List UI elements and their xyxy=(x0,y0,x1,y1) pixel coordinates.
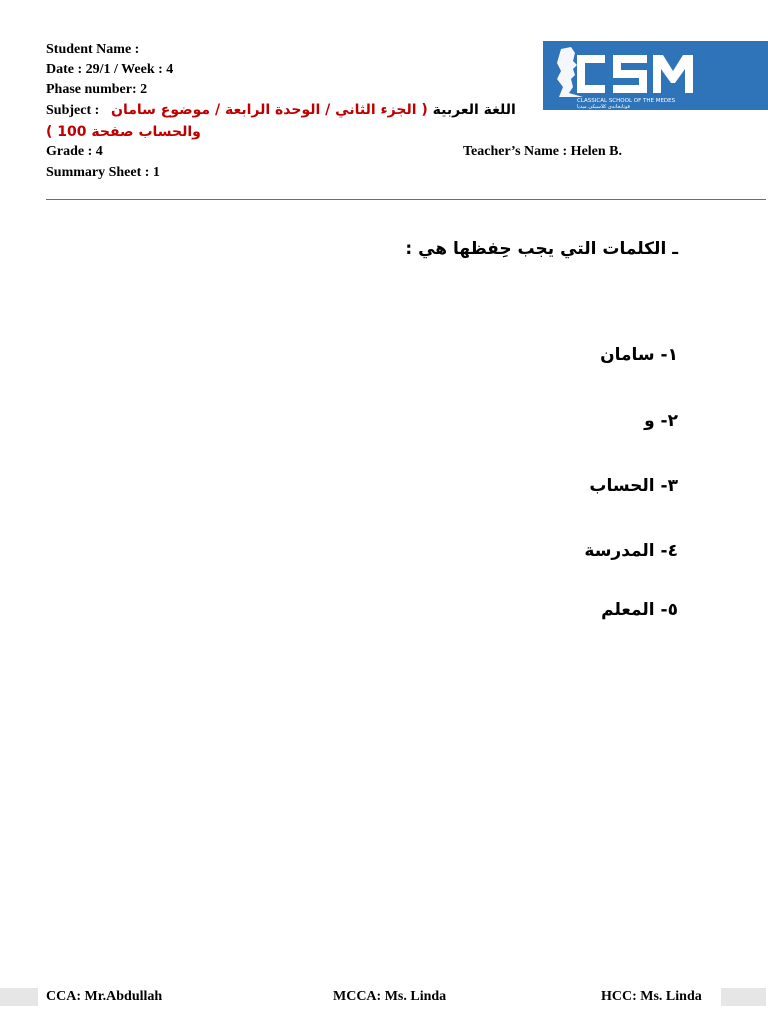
footer-cca: CCA: Mr.Abdullah xyxy=(46,989,163,1004)
subject-line xyxy=(46,101,99,121)
footer-shade-left xyxy=(0,988,38,1006)
school-logo xyxy=(543,41,768,110)
footer-mcca: MCCA: Ms. Linda xyxy=(333,989,447,1004)
csm-logo-icon xyxy=(543,41,768,110)
grade: Grade : 4 xyxy=(46,144,103,159)
word-item-3: ٣- الحساب xyxy=(589,476,678,496)
word-item-2: ٢- و xyxy=(644,411,678,431)
date-week: Date : 29/1 / Week : 4 xyxy=(46,62,174,77)
word-item-5: ٥- المعلم xyxy=(601,600,678,620)
subject-arabic xyxy=(111,100,516,120)
subject-arabic-black: اللغة العربية xyxy=(432,102,516,118)
teacher-name: Teacher’s Name : Helen B. xyxy=(463,144,623,159)
footer-shade-right xyxy=(721,988,766,1006)
words-heading: ـ الكلمات التي يجب حِفظها هي : xyxy=(405,239,678,259)
header-divider xyxy=(46,199,766,200)
subject-arabic-red: ( الجزء الثاني / الوحدة الرابعة / موضوع سامان xyxy=(111,102,428,118)
footer-hcc: HCC: Ms. Linda xyxy=(601,989,702,1004)
logo-school-english: CLASSICAL SCHOOL OF THE MEDES xyxy=(577,98,676,104)
subject-label: Subject : xyxy=(46,103,100,118)
word-item-1: ١- سامان xyxy=(600,345,678,365)
logo-school-kurdish: قوتابخانەی کلاسیکی میدیا xyxy=(577,104,630,110)
phase-number: Phase number: 2 xyxy=(46,82,148,97)
subject-arabic-continued: والحساب صفحة 100 ) xyxy=(46,124,201,140)
summary-sheet: Summary Sheet : 1 xyxy=(46,165,160,180)
student-name: Student Name : xyxy=(46,42,140,57)
word-item-4: ٤- المدرسة xyxy=(584,541,678,561)
